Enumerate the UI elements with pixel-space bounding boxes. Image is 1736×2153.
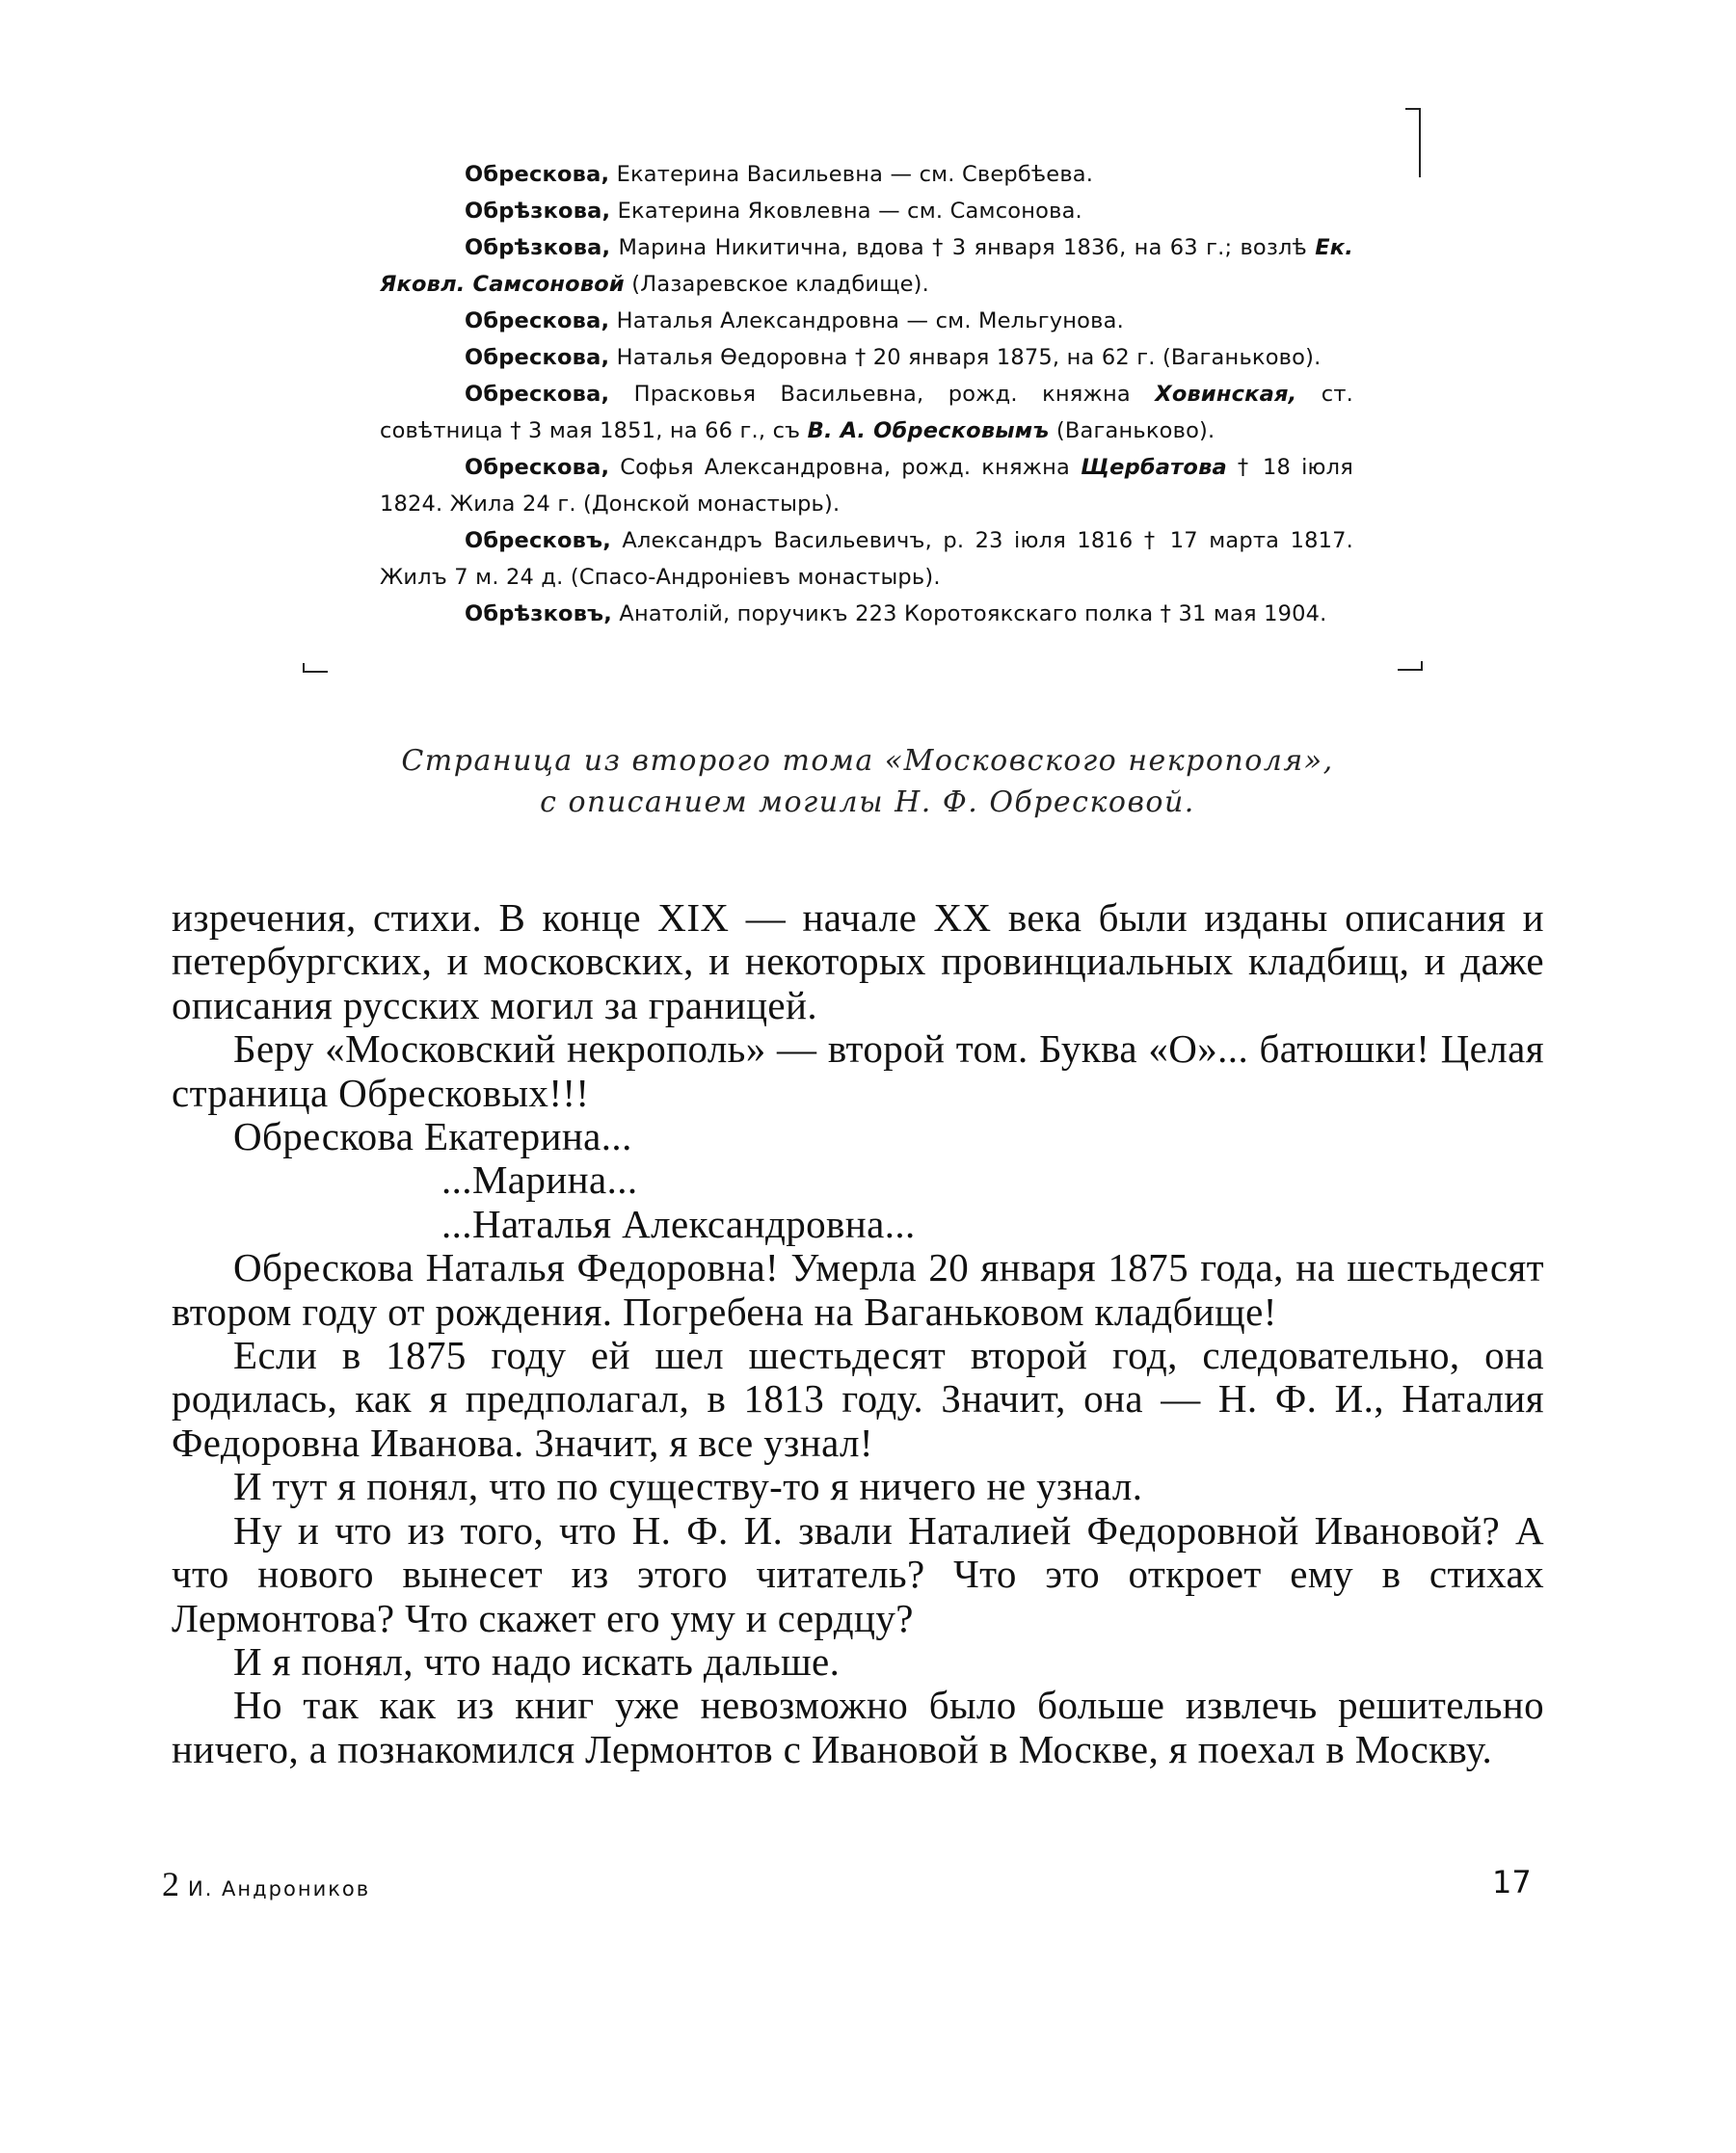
entry-text: Прасковья Васильевна, рожд. княжна (609, 382, 1156, 407)
entry-text: Марина Никитична, вдова † 3 января 1836, на 63 г.; возлѣ (610, 235, 1316, 260)
entry-text: Софья Александровна, рожд. княжна (609, 455, 1082, 480)
necropolis-entry (380, 596, 1353, 632)
body-paragraph: Если в 1875 году ей шел шестьдесят второй год, следовательно, она родилась, как я предполагал, в 1813 году. Значит, она — Н. Ф. И., Наталия Федоровна Иванова. Значит, я все узнал! (172, 1333, 1544, 1465)
necropolis-entries (380, 156, 1353, 632)
body-paragraph: ...Наталья Александровна... (441, 1201, 916, 1246)
entry-italic-name: Ховинская, (1155, 382, 1297, 407)
entry-italic-name: Щербатова (1081, 455, 1227, 480)
body-paragraph: Обрескова Екатерина... (233, 1114, 632, 1159)
body-paragraph: изречения, стихи. В конце XIX — начале XX века были изданы описания и петербургских, и московских, и некоторых провинциальных кладбищ, и даже описания русских могил за границей. (172, 895, 1544, 1027)
necropolis-entry (380, 156, 1353, 193)
entry-text: (Лазаревское кладбище). (624, 272, 929, 297)
entry-surname: Обрескова, (465, 345, 610, 370)
body-paragraph: Беру «Московский некрополь» — второй том. Буква «О»... батюшки! Целая страница Обресковых!!! (172, 1026, 1544, 1115)
necropolis-entry (380, 229, 1353, 303)
crop-mark-bottom-left (303, 663, 328, 673)
body-paragraph: Ну и что из того, что Н. Ф. И. звали Наталией Федоровной Ивановой? А что нового вынесет из этого читатель? Что это откроет ему в стихах Лермонтова? Что скажет его уму и сердцу? (172, 1507, 1544, 1640)
body-paragraph: ...Марина... (441, 1157, 638, 1203)
crop-mark-top-right (1405, 108, 1421, 177)
body-paragraph: И тут я понял, что по существу-то я ничего не узнал. (233, 1464, 1143, 1509)
entry-surname: Обрѣзковъ, (465, 601, 612, 626)
body-text (172, 896, 1544, 1771)
necropolis-entry (380, 449, 1353, 522)
entry-surname: Обрѣзкова, (465, 199, 611, 224)
body-paragraph: Обрескова Наталья Федоровна! Умерла 20 января 1875 года, на шестьдесят втором году от рождения. Погребена на Ваганьковом кладбище! (172, 1245, 1544, 1334)
entry-text: † 18 іюля 1824. Жила 24 г. (Донской монастырь). (380, 455, 1353, 517)
signature-number: 2 (162, 1865, 179, 1903)
figure-caption (289, 740, 1446, 823)
body-paragraph: И я понял, что надо искать дальше. (233, 1638, 841, 1684)
entry-italic-name: В. А. Обресковымъ (807, 418, 1050, 443)
necropolis-entry (380, 376, 1353, 449)
crop-mark-bottom-right (1398, 661, 1423, 671)
necropolis-page-clipping (318, 96, 1436, 684)
entry-text: Екатерина Яковлевна — см. Самсонова. (610, 199, 1082, 224)
entry-text: Екатерина Васильевна — см. Свербѣева. (609, 162, 1094, 187)
entry-text: Наталья Өедоровна † 20 января 1875, на 62 г. (Ваганьково). (609, 345, 1322, 370)
necropolis-entry (380, 193, 1353, 229)
entry-surname: Обрескова, (465, 455, 610, 480)
necropolis-entry (380, 303, 1353, 339)
page-number: 17 (1492, 1864, 1532, 1900)
signature-author: И. Андроников (188, 1877, 371, 1900)
caption-line-2: с описанием могилы Н. Ф. Обресковой. (540, 785, 1195, 819)
entry-surname: Обрескова, (465, 308, 610, 333)
entry-text: Анатолій, поручикъ 223 Коротоякскаго полка † 31 мая 1904. (612, 601, 1327, 626)
entry-surname: Обрѣзкова, (465, 235, 611, 260)
entry-text: ст. совѣтница † 3 мая 1851, на 66 г., съ (380, 382, 1353, 443)
body-paragraph: Но так как из книг уже невозможно было больше извлечь решительно ничего, а познакомился Лермонтов с Ивановой в Москве, я поехал в Москву. (172, 1683, 1544, 1771)
printer-signature (162, 1864, 370, 1904)
entry-text: Александръ Васильевичъ, р. 23 іюля 1816 † 17 марта 1817. Жилъ 7 м. 24 д. (Спасо-Андроніевъ монастырь). (380, 528, 1353, 590)
necropolis-entry (380, 339, 1353, 376)
entry-surname: Обрескова, (465, 382, 610, 407)
caption-line-1: Страница из второго тома «Московского некрополя», (401, 744, 1334, 778)
entry-text: (Ваганьково). (1049, 418, 1215, 443)
entry-italic-name: Ек. Яковл. Самсоновой (380, 235, 1353, 297)
entry-text: Наталья Александровна — см. Мельгунова. (609, 308, 1124, 333)
entry-surname: Обресковъ, (465, 528, 611, 553)
entry-surname: Обрескова, (465, 162, 610, 187)
necropolis-entry (380, 522, 1353, 596)
